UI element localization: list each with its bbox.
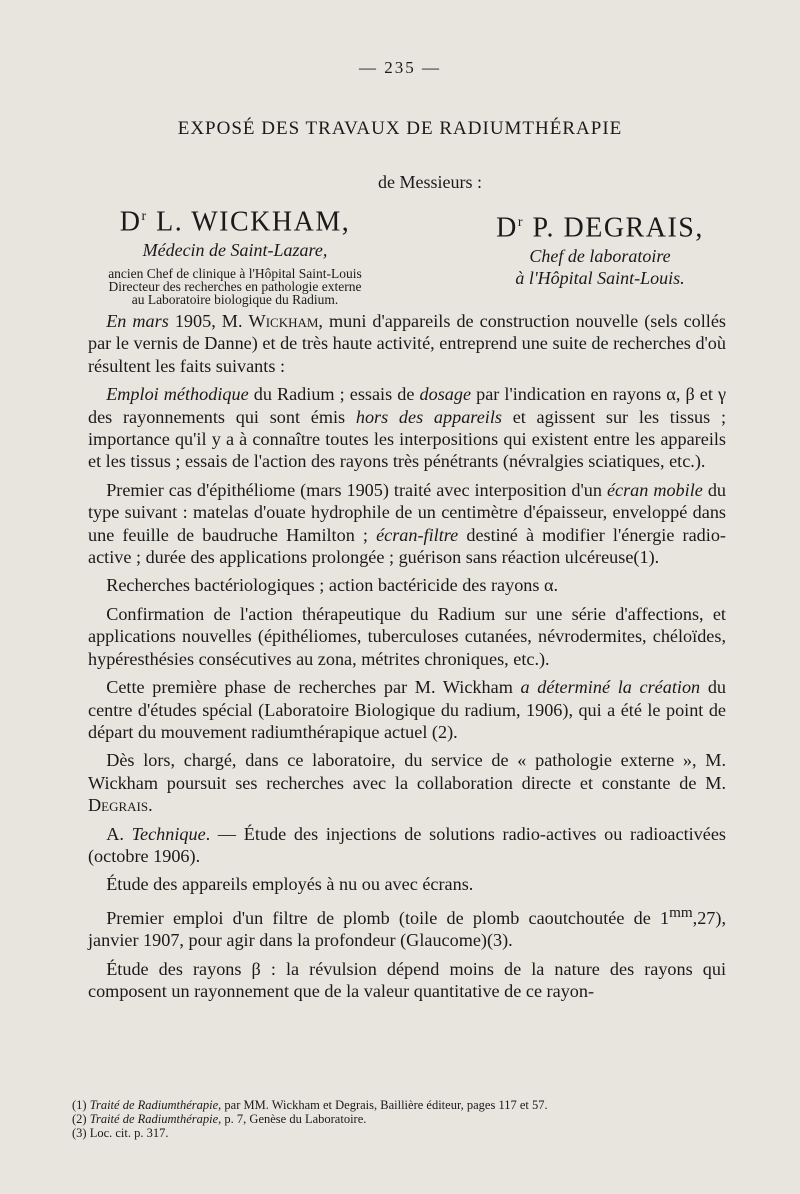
paragraph bbox=[88, 676, 726, 743]
italic-text: écran mobile bbox=[606, 479, 703, 500]
author-role-line: à l'Hôpital Saint-Louis. bbox=[515, 268, 685, 289]
text: Étude des rayons β : la révulsion dépend moins de la nature des rayons qui composent un rayonnement que de la valeur quantitative de ce rayon- bbox=[88, 958, 726, 1002]
text: Premier emploi d'un filtre de plomb (toile de plomb caoutchoutée de 1 bbox=[106, 907, 670, 928]
footnotes bbox=[72, 1098, 722, 1140]
text: Recherches bactériologiques ; action bactéricide des rayons α. bbox=[106, 575, 559, 596]
paragraph bbox=[88, 823, 726, 868]
text: , par MM. Wickham et Degrais, Baillière éditeur, pages 117 et 57. bbox=[218, 1098, 548, 1112]
text: . — Étude des injections de solutions radio-actives ou radioactivées (octobre 1906). bbox=[88, 823, 726, 866]
italic-text: Emploi méthodique bbox=[106, 384, 249, 405]
document-subtitle: de Messieurs : bbox=[378, 172, 482, 192]
author-name-text: P. DEGRAIS, bbox=[524, 212, 704, 244]
smallcaps-name: Degrais bbox=[88, 795, 149, 816]
author-name bbox=[55, 200, 415, 239]
text: et agissent sur les tissus ; importance qu'il y a à connaître toutes les interpositions qui existent entre les appareils et les tissus ; essais de l'action des rayons très pénétrants (névralgies sciatiques, etc.). bbox=[88, 406, 726, 472]
italic-text: a déterminé la création bbox=[520, 677, 701, 698]
superscript: mm bbox=[669, 903, 693, 921]
italic-text: Traité de Radiumthérapie bbox=[89, 1098, 219, 1112]
smallcaps-name: Wickham bbox=[248, 311, 319, 331]
author-role: Médecin de Saint-Lazare, bbox=[142, 240, 328, 261]
paragraph bbox=[88, 958, 726, 1003]
author-degrais bbox=[440, 206, 760, 289]
author-name-text: L. WICKHAM, bbox=[147, 206, 351, 238]
body-text bbox=[88, 310, 726, 1008]
paragraph bbox=[88, 574, 726, 596]
paragraph bbox=[88, 479, 726, 569]
document-title: EXPOSÉ DES TRAVAUX DE RADIUMTHÉRAPIE bbox=[177, 118, 623, 139]
italic-text: En mars bbox=[106, 311, 169, 331]
text: Confirmation de l'action thérapeutique du Radium sur une série d'affections, et applications nouvelles (épithéliomes, tuberculoses cutanées, névrodermites, chéloïdes, hypéresthésies consécutives au zona, métrites chroniques, etc.). bbox=[88, 603, 726, 669]
text: ,27), janvier 1907, pour agir dans la profondeur (Glaucome)(3). bbox=[88, 907, 726, 951]
text: du centre d'études spécial (Laboratoire Biologique du radium, 1906), qui a été le point de départ du mouvement radiumthérapique actuel (2). bbox=[88, 677, 727, 742]
author-prefix-sup: r bbox=[141, 209, 148, 224]
italic-text: hors des appareils bbox=[355, 406, 502, 427]
text: du Radium ; essais de bbox=[248, 384, 420, 405]
italic-text: dosage bbox=[419, 384, 472, 405]
paragraph bbox=[88, 310, 726, 377]
text: A. bbox=[106, 823, 132, 844]
text: , p. 7, Genèse du Laboratoire. bbox=[218, 1112, 367, 1126]
paragraph bbox=[88, 383, 726, 473]
text: par l'indication en rayons α, β et γ des rayonnements qui sont émis bbox=[88, 384, 726, 427]
text: . bbox=[148, 795, 153, 816]
text: , muni d'appareils de construction nouvelle (sels collés par le vernis de Danne) et de très haute activité, entreprend une suite de recherches d'où résultent les faits suivants : bbox=[88, 311, 727, 376]
footnote-number: (1) bbox=[72, 1098, 90, 1112]
author-detail-line: Directeur des recherches en pathologie externe bbox=[108, 279, 362, 295]
paragraph bbox=[88, 603, 726, 670]
text: 1905, M. bbox=[168, 311, 249, 331]
text: Dès lors, chargé, dans ce laboratoire, du service de « pathologie externe », M. Wickham poursuit ses recherches avec la collaboration directe et constante de M. bbox=[88, 750, 726, 793]
author-detail-line: au Laboratoire biologique du Radium. bbox=[131, 292, 339, 308]
footnote bbox=[72, 1112, 722, 1126]
text: Étude des appareils employés à nu ou avec écrans. bbox=[106, 874, 474, 895]
author-details bbox=[55, 267, 415, 306]
footnote-number: (2) bbox=[72, 1112, 90, 1126]
author-wickham bbox=[55, 200, 415, 306]
paragraph bbox=[88, 902, 726, 952]
italic-text: écran-filtre bbox=[376, 524, 459, 545]
paragraph bbox=[88, 873, 726, 895]
author-name bbox=[440, 206, 760, 245]
text: Premier cas d'épithéliome (mars 1905) traité avec interposition d'un bbox=[106, 479, 607, 500]
italic-text: Technique bbox=[131, 823, 206, 844]
italic-text: Traité de Radiumthérapie bbox=[89, 1112, 219, 1126]
author-prefix-sup: r bbox=[517, 215, 525, 230]
text: destiné à modifier l'énergie radio-active ; durée des applications prolongée ; guérison sans réaction ulcéreuse(1). bbox=[88, 524, 726, 568]
footnote bbox=[72, 1098, 722, 1112]
paragraph bbox=[88, 749, 726, 816]
text: Cette première phase de recherches par M. Wickham bbox=[106, 677, 521, 698]
author-prefix: D bbox=[496, 212, 518, 244]
author-role-line: Chef de laboratoire bbox=[529, 246, 671, 267]
footnote: (3) Loc. cit. p. 317. bbox=[72, 1126, 169, 1140]
author-prefix: D bbox=[119, 206, 142, 238]
author-detail-line: ancien Chef de clinique à l'Hôpital Saint-Louis bbox=[108, 266, 362, 282]
text: du type suivant : matelas d'ouate hydrophile de un centimètre d'épaisseur, enveloppé dans une feuille de baudruche Hamilton ; bbox=[88, 479, 726, 545]
page-number: — 235 — bbox=[359, 58, 441, 77]
